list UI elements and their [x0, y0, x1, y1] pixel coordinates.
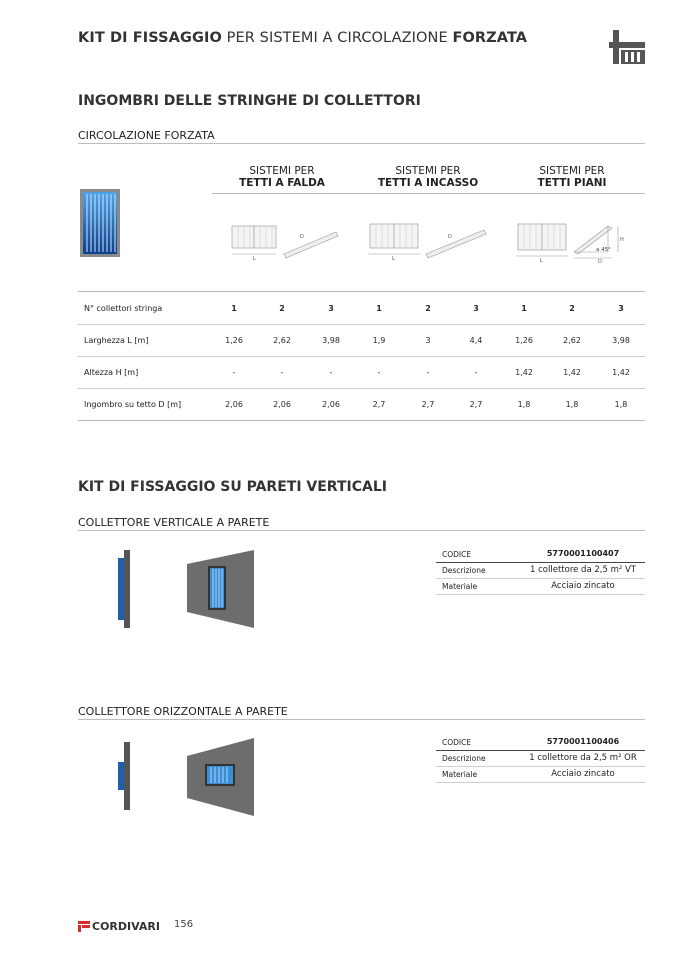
row-label: Altezza H [m] [84, 368, 139, 377]
section1-title: INGOMBRI DELLE STRINGHE DI COLLETTORI [78, 93, 421, 109]
vertical-wall-mount-image [112, 548, 262, 630]
spec-value: Acciaio zincato [551, 581, 615, 591]
row-divider [436, 782, 645, 783]
spec-value: 1 collettore da 2,5 m² OR [529, 753, 637, 763]
dimensions-table [78, 292, 645, 422]
table-cell: 2,62 [273, 336, 291, 345]
svg-text:D: D [598, 259, 602, 264]
table-cell: 3 [425, 336, 431, 345]
table-cell: 2,7 [421, 400, 435, 409]
table-cell: - [426, 368, 430, 377]
section2-title: KIT DI FISSAGGIO SU PARETI VERTICALI [78, 479, 387, 495]
table-cell: 1,42 [612, 368, 630, 377]
table-cell: 2,06 [273, 400, 291, 409]
table-cell: - [329, 368, 333, 377]
table-cell: 2 [425, 304, 431, 313]
table-cell: 1,8 [517, 400, 531, 409]
table-cell: 2,7 [469, 400, 483, 409]
table-cell: 1,9 [372, 336, 386, 345]
svg-text:L: L [392, 256, 395, 262]
row-divider [436, 766, 645, 767]
row-label: Larghezza L [m] [84, 336, 149, 345]
divider [78, 143, 645, 144]
horizontal-subtitle: COLLETTORE ORIZZONTALE A PARETE [78, 705, 288, 718]
divider [78, 719, 645, 720]
brand-logo [78, 919, 160, 933]
brand-name: CORDIVARI [92, 919, 160, 933]
table-cell: 3 [328, 304, 334, 313]
row-divider [78, 388, 645, 389]
table-cell: 2,62 [563, 336, 581, 345]
spec-key: CODICE [442, 550, 472, 559]
section-tab-icon [607, 28, 647, 68]
group-header-falda: SISTEMI PER TETTI A FALDA [239, 165, 325, 189]
row-divider [436, 750, 645, 751]
spec-code: 5770001100406 [546, 737, 620, 746]
table-cell: 1 [521, 304, 527, 313]
row-divider [78, 420, 645, 421]
spec-key: CODICE [442, 738, 472, 747]
table-cell: 3,98 [322, 336, 340, 345]
horizontal-wall-mount-image [112, 736, 262, 818]
divider [212, 193, 645, 194]
row-divider [436, 578, 645, 579]
vertical-subtitle: COLLETTORE VERTICALE A PARETE [78, 516, 270, 529]
table-cell: - [377, 368, 381, 377]
table-cell: 1 [231, 304, 237, 313]
table-cell: 1,42 [515, 368, 533, 377]
solar-collector-image [80, 189, 120, 257]
table-cell: 2,06 [322, 400, 340, 409]
table-cell: 2,7 [372, 400, 386, 409]
brand-mark-icon [78, 921, 90, 932]
row-divider [78, 356, 645, 357]
svg-text:a 45°: a 45° [596, 247, 611, 253]
spec-key: Descrizione [442, 754, 486, 763]
table-cell: 2 [279, 304, 285, 313]
table-cell: 1,26 [515, 336, 533, 345]
table-cell: 1,8 [565, 400, 579, 409]
page-title: KIT DI FISSAGGIO PER SISTEMI A CIRCOLAZIONE FORZATA [78, 30, 528, 46]
divider [78, 530, 645, 531]
svg-text:L: L [540, 258, 543, 264]
svg-text:L: L [253, 256, 256, 262]
table-cell: - [474, 368, 478, 377]
table-cell: 3 [473, 304, 479, 313]
row-divider [78, 324, 645, 325]
table-cell: 4,4 [469, 336, 483, 345]
table-cell: 2,06 [225, 400, 243, 409]
row-label: Ingombro su tetto D [m] [84, 400, 182, 409]
table-cell: 1,42 [563, 368, 581, 377]
spec-key: Descrizione [442, 566, 486, 575]
spec-code: 5770001100407 [546, 549, 620, 558]
page-number: 156 [174, 919, 194, 930]
row-divider [436, 594, 645, 595]
table-cell: 1,8 [614, 400, 628, 409]
table-cell: 3 [618, 304, 624, 313]
table-cell: 3,98 [612, 336, 630, 345]
table-cell: 1 [376, 304, 382, 313]
table-cell: - [232, 368, 236, 377]
row-label: N° collettori stringa [84, 304, 163, 313]
spec-key: Materiale [442, 582, 478, 591]
table-cell: - [280, 368, 284, 377]
row-divider [436, 562, 645, 563]
spec-key: Materiale [442, 770, 478, 779]
table-cell: 1,26 [225, 336, 243, 345]
spec-value: Acciaio zincato [551, 769, 615, 779]
svg-text:H: H [620, 237, 624, 243]
diagram-tetti-a-incasso [364, 220, 490, 262]
svg-text:D: D [300, 234, 304, 240]
table-cell: 2 [569, 304, 575, 313]
group-header-piani: SISTEMI PER TETTI PIANI [537, 165, 607, 189]
diagram-tetti-piani [512, 218, 638, 264]
spec-value: 1 collettore da 2,5 m² VT [530, 565, 636, 575]
diagram-tetti-a-falda [226, 220, 346, 262]
group-header-incasso: SISTEMI PER TETTI A INCASSO [377, 165, 479, 189]
section1-subtitle: CIRCOLAZIONE FORZATA [78, 129, 215, 142]
svg-text:D: D [448, 234, 452, 240]
